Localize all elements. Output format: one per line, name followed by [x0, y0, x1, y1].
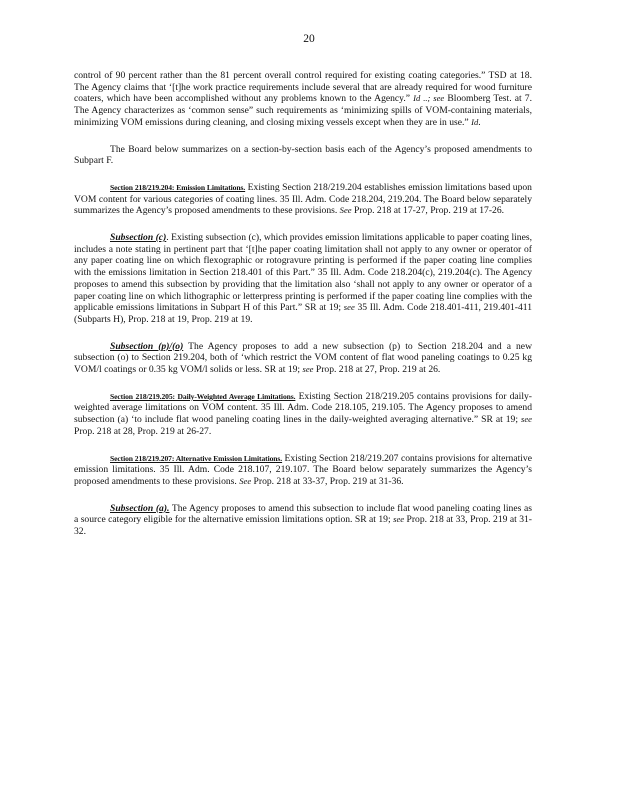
paragraph-text: The Agency proposes to amend this subsection to include flat wood paneling coating lines as a source category eligible for the alternative emission limitations option. SR at 19; — [74, 502, 532, 526]
paragraph-text-cont: Prop. 218 at 17-27, Prop. 219 at 17-26. — [351, 205, 505, 217]
paragraph-text-cont: Prop. 218 at 33-37, Prop. 219 at 31-36. — [251, 475, 404, 487]
paragraph-text: . Existing subsection (c), which provides emission limitations applicable to paper coating lines, includes a note stating in pertinent part that ‘[t]he paper coating limitation shall not apply to any owner or operator of any paper coating line on which flexographic or rotogravure printing is performed if the paper coating line complies with the emissions limitation in Section 218.401 of this Part.” 35 Ill. Adm. Code 218.204(c), 219.204(c). The Agency proposes to amend this subsection by providing that the limitation also ‘shall not apply to any owner or operator of a paper coating line on which lithographic or letterpress printing is performed if the paper coating line complies with the applicable emissions limitations in Subpart H of this Part.” SR at 19; — [74, 232, 532, 314]
citation-separator: ..; — [420, 93, 434, 104]
paragraph-subsection-p-o — [74, 341, 532, 376]
paragraph-subsection-a — [74, 503, 532, 538]
citation-see: see — [521, 414, 532, 425]
paragraph-text: control of 90 percent rather than the 81 percent overall control required for existing coating categories.” TSD at 18. The Agency claims that ‘[t]he work practice requirements include several that are already required for wood furniture coaters, which have been accomplished without any problems known to the Agency.” — [74, 70, 532, 105]
paragraph-continuation — [74, 70, 532, 129]
paragraph-summary-intro — [74, 144, 532, 167]
paragraph-section-207 — [74, 453, 532, 488]
subsection-heading: Subsection (p)/(o) — [110, 340, 184, 352]
citation-see: see — [393, 514, 405, 525]
citation-see: See — [339, 205, 352, 216]
paragraph-section-205 — [74, 391, 532, 438]
section-heading: Section 218/219.207: Alternative Emission Limitations. — [110, 453, 283, 463]
subsection-heading: Subsection (a). — [110, 502, 170, 514]
paragraph-text-cont: Prop. 218 at 27, Prop. 219 at 26. — [313, 364, 441, 376]
paragraph-text-cont: Bloomberg Test. at 7. The Agency characterizes as ‘common sense” such requirements as ‘minimizing spills of VOM-containing materials, minimizing VOM emissions during cleaning, and closing mixing vessels except when they are in use.” — [74, 93, 532, 128]
citation-see: see — [302, 364, 314, 375]
paragraph-text: Existing Section 218/219.207 contains provisions for alternative emission limitations. 35 Ill. Adm. Code 218.107, 219.107. The Board below separately summarizes the Agency’s proposed amendments to these provisions. — [74, 452, 532, 487]
paragraph-text: The Agency proposes to add a new subsection (p) to Section 218.204 and a new subsection (o) to Section 219.204, both of ‘which restrict the VOM content of flat wood paneling coatings to 0.25 kg VOM/l coatings or 0.35 kg VOM/l solids or less. SR at 19; — [74, 340, 532, 376]
paragraph-section-204 — [74, 182, 532, 217]
section-heading: Section 218/219.204: Emission Limitations. — [110, 182, 246, 192]
paragraph-text-cont: Prop. 218 at 28, Prop. 219 at 26-27. — [74, 425, 212, 437]
subsection-heading: Subsection (c) — [110, 232, 167, 244]
paragraph-text: Existing Section 218/219.205 contains provisions for daily-weighted average limitations on VOM content. 35 Ill. Adm. Code 218.105, 219.105. The Agency proposes to amend subsection (a) ‘to include flat wood paneling coating lines in the daily-weighted averaging alternative.” SR at 19; — [74, 390, 532, 426]
paragraph-text: The Board below summarizes on a section-by-section basis each of the Agency’s proposed amendments to Subpart F. — [74, 143, 532, 167]
section-heading: Section 218/219.205: Daily-Weighted Average Limitations. — [110, 391, 296, 401]
paragraph-text: Existing Section 218/219.204 establishes emission limitations based upon VOM content for various categories of coating lines. 35 Ill. Adm. Code 218.204, 219.204. The Board below separately summarizes the Agency’s proposed amendments to these provisions. — [74, 181, 532, 217]
paragraph-text-cont: Prop. 218 at 33, Prop. 219 at 31-32. — [74, 514, 532, 538]
citation-id: Id — [413, 93, 421, 104]
citation-see: See — [239, 475, 252, 486]
paragraph-subsection-c — [74, 232, 532, 326]
sentence-end: . — [478, 116, 481, 128]
paragraph-text-cont: 35 Ill. Adm. Code 218.401-411, 219.401-411 (Subparts H), Prop. 218 at 19, Prop. 219 at 19. — [74, 302, 532, 325]
citation-see: see — [343, 302, 355, 313]
page-number: 20 — [303, 33, 315, 45]
citation-id: Id — [471, 116, 479, 127]
citation-see: see — [433, 93, 445, 104]
document-body — [74, 70, 532, 538]
